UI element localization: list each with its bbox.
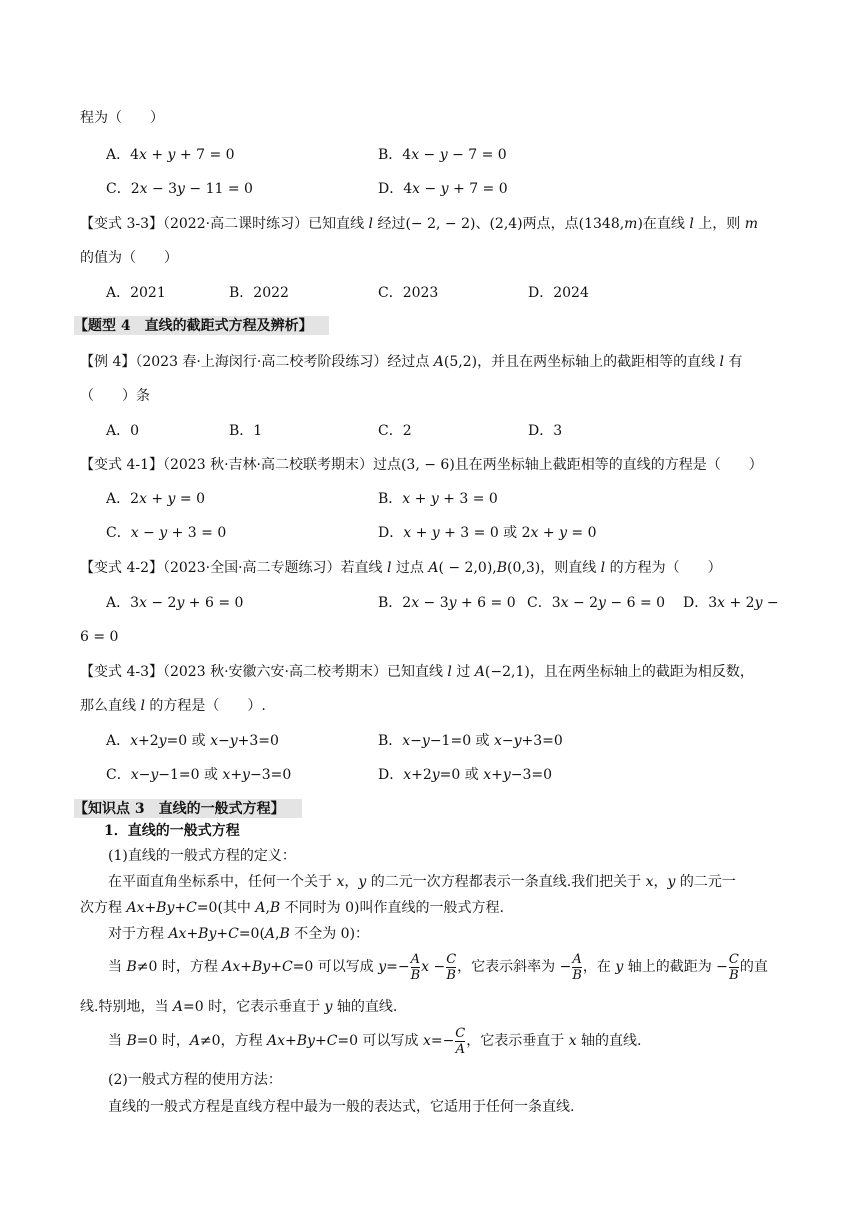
option-d: D．3𝑥 + 2𝑦 − — [683, 595, 779, 611]
fraction-numerator: A — [410, 951, 421, 967]
question-text: （ ）条 — [80, 388, 150, 404]
text-run: 当 𝐵≠0 时，方程 𝐴𝑥+𝐵𝑦+𝐶=0 可以写成 𝑦=− — [108, 959, 410, 975]
option-b: B．4𝑥 − 𝑦 − 7 = 0 — [378, 147, 507, 163]
option-d-continued: 6 = 0 — [80, 629, 119, 645]
option-b: B．1 — [229, 423, 263, 439]
question-text: 【变式 3-3】（2022·高二课时练习）已知直线 𝑙 经过(− 2, − 2)、(2,4)两点，点(1348,𝑚)在直线 𝑙 上，则 𝑚 — [80, 216, 759, 232]
option-b: B．2022 — [229, 285, 289, 301]
option-d: D．𝑥 + 𝑦 + 3 = 0 或 2𝑥 + 𝑦 = 0 — [378, 525, 597, 541]
question-text: 那么直线 𝑙 的方程是（ ）. — [80, 698, 266, 714]
option-c: C．2𝑥 − 3𝑦 − 11 = 0 — [106, 181, 253, 197]
option-d: D．4𝑥 − 𝑦 + 7 = 0 — [378, 181, 508, 197]
option-c: C．3𝑥 − 2𝑦 − 6 = 0 — [527, 595, 666, 611]
option-a: A．4𝑥 + 𝑦 + 7 = 0 — [106, 147, 235, 163]
option-d: D．2024 — [528, 285, 589, 301]
paragraph: 次方程 𝐴𝑥+𝐵𝑦+𝐶=0(其中 𝐴,𝐵 不同时为 0)叫作直线的一般式方程. — [80, 900, 504, 916]
paragraph: 直线的一般式方程是直线方程中最为一般的表达式，它适用于任何一条直线. — [108, 1099, 575, 1115]
option-b: B．𝑥 + 𝑦 + 3 = 0 — [378, 491, 498, 507]
option-d: D．3 — [528, 423, 563, 439]
fraction-denominator: B — [572, 967, 582, 983]
option-a: A．𝑥+2𝑦=0 或 𝑥−𝑦+3=0 — [106, 733, 279, 749]
option-a: A．2𝑥 + 𝑦 = 0 — [106, 491, 205, 507]
paragraph: 对于方程 𝐴𝑥+𝐵𝑦+𝐶=0(𝐴,𝐵 不全为 0)： — [108, 926, 370, 942]
text-run: 𝑥 − — [421, 959, 446, 975]
option-a: A．0 — [106, 423, 140, 439]
fraction-denominator: B — [729, 967, 739, 983]
fraction-numerator: C — [455, 1025, 466, 1041]
option-b: B．𝑥−𝑦−1=0 或 𝑥−𝑦+3=0 — [378, 733, 563, 749]
formula-line — [108, 950, 768, 984]
option-a: A．2021 — [106, 285, 166, 301]
fraction-numerator: A — [572, 951, 582, 967]
option-c: C．2023 — [378, 285, 439, 301]
paragraph: (1)直线的一般式方程的定义： — [108, 848, 296, 864]
section-heading: 【题型 4 直线的截距式方程及辨析】 — [74, 318, 313, 334]
option-c: C．𝑥 − 𝑦 + 3 = 0 — [106, 525, 227, 541]
fraction-c-over-b — [729, 952, 739, 983]
paragraph: 线.特别地，当 𝐴=0 时，它表示垂直于 𝑦 轴的直线. — [80, 999, 398, 1015]
text-run: ，它表示斜率为 − — [457, 959, 572, 975]
question-text: 程为（ ） — [80, 110, 164, 126]
fraction-c-over-b — [446, 952, 456, 983]
option-b: B．2𝑥 − 3𝑦 + 6 = 0 — [378, 595, 516, 611]
option-a: A．3𝑥 − 2𝑦 + 6 = 0 — [106, 595, 244, 611]
formula-line — [108, 1024, 642, 1058]
fraction-denominator: B — [446, 967, 456, 983]
paragraph: (2)一般式方程的使用方法： — [108, 1072, 282, 1088]
fraction-numerator: C — [446, 951, 457, 967]
text-run: 的直 — [739, 959, 768, 975]
fraction-a-over-b — [411, 952, 421, 983]
text-run: 当 𝐵=0 时，𝐴≠0，方程 𝐴𝑥+𝐵𝑦+𝐶=0 可以写成 𝑥=− — [108, 1033, 455, 1049]
section-heading: 【知识点 3 直线的一般式方程】 — [74, 801, 285, 817]
fraction-a-over-b — [572, 952, 582, 983]
text-run: ，它表示垂直于 𝑥 轴的直线. — [466, 1033, 642, 1049]
question-text: 【例 4】（2023 春·上海闵行·高二校考阶段练习）经过点 𝐴(5,2)，并且在两坐标轴上的截距相等的直线 𝑙 有 — [80, 354, 743, 370]
text-run: ，在 𝑦 轴上的截距为 − — [582, 959, 728, 975]
question-text: 【变式 4-2】（2023·全国·高二专题练习）若直线 𝑙 过点 𝐴( − 2,0),𝐵(0,3)，则直线 𝑙 的方程为（ ） — [80, 560, 722, 576]
question-text: 【变式 4-3】（2023 秋·安徽六安·高二校考期末）已知直线 𝑙 过 𝐴(−2,1)，且在两坐标轴上的截距为相反数， — [80, 664, 754, 680]
fraction-denominator: A — [455, 1041, 465, 1057]
option-d: D．𝑥+2𝑦=0 或 𝑥+𝑦−3=0 — [378, 767, 553, 783]
fraction-numerator: C — [728, 951, 739, 967]
paragraph: 在平面直角坐标系中，任何一个关于 𝑥，𝑦 的二元一次方程都表示一条直线.我们把关于 𝑥，𝑦 的二元一 — [108, 874, 736, 890]
option-c: C．𝑥−𝑦−1=0 或 𝑥+𝑦−3=0 — [106, 767, 292, 783]
fraction-c-over-a — [455, 1026, 465, 1057]
question-text: 的值为（ ） — [80, 250, 178, 266]
sub-heading: 1．直线的一般式方程 — [104, 823, 240, 839]
question-text: 【变式 4-1】（2023 秋·吉林·高二校联考期末）过点(3, − 6)且在两坐标轴上截距相等的直线的方程是（ ） — [80, 457, 763, 473]
option-c: C．2 — [378, 423, 412, 439]
fraction-denominator: B — [410, 967, 421, 983]
